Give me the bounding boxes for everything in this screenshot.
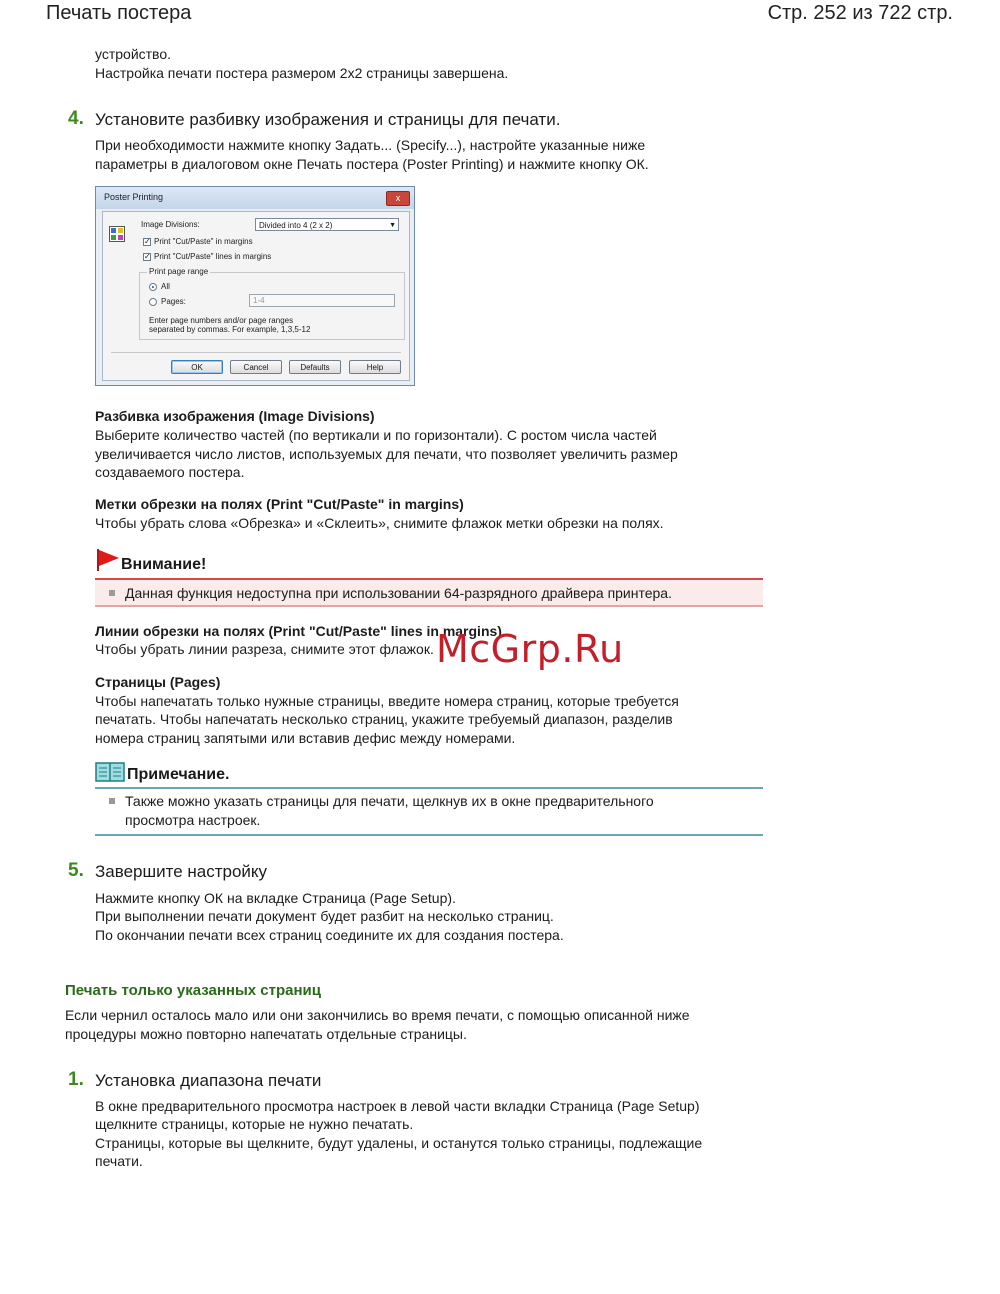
caution-title: Внимание!: [121, 556, 207, 573]
item-text: создаваемого постера.: [95, 464, 245, 480]
note-divider: [95, 834, 763, 836]
item-title: Разбивка изображения (Image Divisions): [95, 408, 375, 424]
item-text: Выберите количество частей (по вертикали и по горизонтали). С ростом числа частей: [95, 427, 657, 443]
cut-paste-lines-checkbox[interactable]: ✓: [144, 252, 151, 261]
watermark: McGrp.Ru: [436, 627, 624, 671]
item-text: печатать. Чтобы напечатать несколько страниц, укажите требуемый диапазон, разделив: [95, 711, 673, 727]
page-counter: Стр. 252 из 722 стр.: [767, 2, 953, 24]
note-title: Примечание.: [127, 766, 230, 783]
hint-text: separated by commas. For example, 1,3,5-12: [149, 325, 311, 334]
bullet-icon: [109, 798, 115, 804]
step-title: Завершите настройку: [95, 862, 268, 881]
close-icon[interactable]: x: [386, 191, 410, 206]
dialog-titlebar: [96, 187, 414, 209]
help-button[interactable]: Help: [349, 360, 401, 374]
intro-line: устройство.: [95, 46, 172, 62]
step-title: Установка диапазона печати: [95, 1071, 322, 1090]
poster-printing-dialog: [95, 186, 415, 386]
pages-radio[interactable]: [149, 298, 157, 306]
item-title: Страницы (Pages): [95, 674, 221, 690]
ok-button[interactable]: OK: [171, 360, 223, 374]
defaults-button[interactable]: Defaults: [289, 360, 341, 374]
step-text: В окне предварительного просмотра настроек в левой части вкладки Страница (Page Setup): [95, 1098, 700, 1114]
step-title: Установите разбивку изображения и страницы для печати.: [95, 110, 561, 129]
step-text: Страницы, которые вы щелкните, будут удалены, и останутся только страницы, подлежащие: [95, 1135, 703, 1151]
book-icon: [95, 762, 125, 782]
dialog-title: Poster Printing: [104, 192, 164, 202]
intro-line: Настройка печати постера размером 2x2 страницы завершена.: [95, 65, 509, 81]
item-text: Чтобы убрать линии разреза, снимите этот флажок.: [95, 641, 434, 657]
caution-box: [95, 578, 763, 607]
print-range-label: Print page range: [149, 267, 209, 276]
pages-input[interactable]: 1-4: [249, 294, 395, 307]
radio-label: All: [161, 282, 170, 291]
section-title: Печать только указанных страниц: [65, 982, 321, 999]
poster-icon: [109, 226, 125, 242]
all-pages-radio[interactable]: [149, 283, 157, 291]
step-text: При необходимости нажмите кнопку Задать... (Specify...), настройте указанные ниже: [95, 137, 646, 153]
cut-paste-margins-checkbox[interactable]: ✓: [144, 237, 151, 246]
image-divisions-value: Divided into 4 (2 x 2): [259, 221, 333, 230]
dialog-body: [102, 211, 410, 381]
checkbox-label: Print "Cut/Paste" in margins: [154, 237, 253, 246]
note-item: [109, 792, 654, 811]
item-title: Метки обрезки на полях (Print "Cut/Paste" in margins): [95, 496, 464, 512]
item-text: увеличивается число листов, используемых для печати, что позволяет увеличить размер: [95, 446, 678, 462]
step-text: параметры в диалоговом окне Печать постера (Poster Printing) и нажмите кнопку ОК.: [95, 156, 649, 172]
step-text: По окончании печати всех страниц соедините их для создания постера.: [95, 927, 564, 943]
section-text: процедуры можно повторно напечатать отдельные страницы.: [65, 1026, 467, 1042]
image-divisions-label: Image Divisions:: [141, 220, 200, 229]
note-text: просмотра настроек.: [125, 812, 261, 828]
step-number: 4.: [68, 108, 84, 129]
note-text: Также можно указать страницы для печати, щелкнув их в окне предварительного: [125, 793, 654, 809]
note-divider: [95, 787, 763, 789]
item-text: Чтобы убрать слова «Обрезка» и «Склеить», снимите флажок метки обрезки на полях.: [95, 515, 664, 531]
checkbox-label: Print "Cut/Paste" lines in margins: [154, 252, 272, 261]
cancel-button[interactable]: Cancel: [230, 360, 282, 374]
divider: [111, 352, 401, 353]
hint-text: Enter page numbers and/or page ranges: [149, 316, 294, 325]
image-divisions-select[interactable]: [255, 218, 399, 231]
radio-label: Pages:: [161, 297, 186, 306]
chevron-down-icon: ▼: [389, 222, 396, 229]
item-text: номера страниц запятыми или вставив дефис между номерами.: [95, 730, 516, 746]
caution-text: Данная функция недоступна при использовании 64-разрядного драйвера принтера.: [125, 585, 672, 601]
flag-icon: [96, 548, 120, 572]
step-number: 5.: [68, 860, 84, 881]
bullet-icon: [109, 590, 115, 596]
section-text: Если чернил осталось мало или они закончились во время печати, с помощью описанной ниже: [65, 1007, 690, 1023]
step-text: печати.: [95, 1153, 143, 1169]
step-number: 1.: [68, 1069, 84, 1090]
step-text: Нажмите кнопку ОК на вкладке Страница (Page Setup).: [95, 890, 456, 906]
step-text: щелкните страницы, которые не нужно печатать.: [95, 1116, 414, 1132]
item-title: Линии обрезки на полях (Print "Cut/Paste" lines in margins): [95, 623, 502, 639]
caution-item: [109, 584, 672, 603]
item-text: Чтобы напечатать только нужные страницы, введите номера страниц, которые требуется: [95, 693, 679, 709]
step-text: При выполнении печати документ будет разбит на несколько страниц.: [95, 908, 554, 924]
page-title: Печать постера: [46, 2, 192, 24]
